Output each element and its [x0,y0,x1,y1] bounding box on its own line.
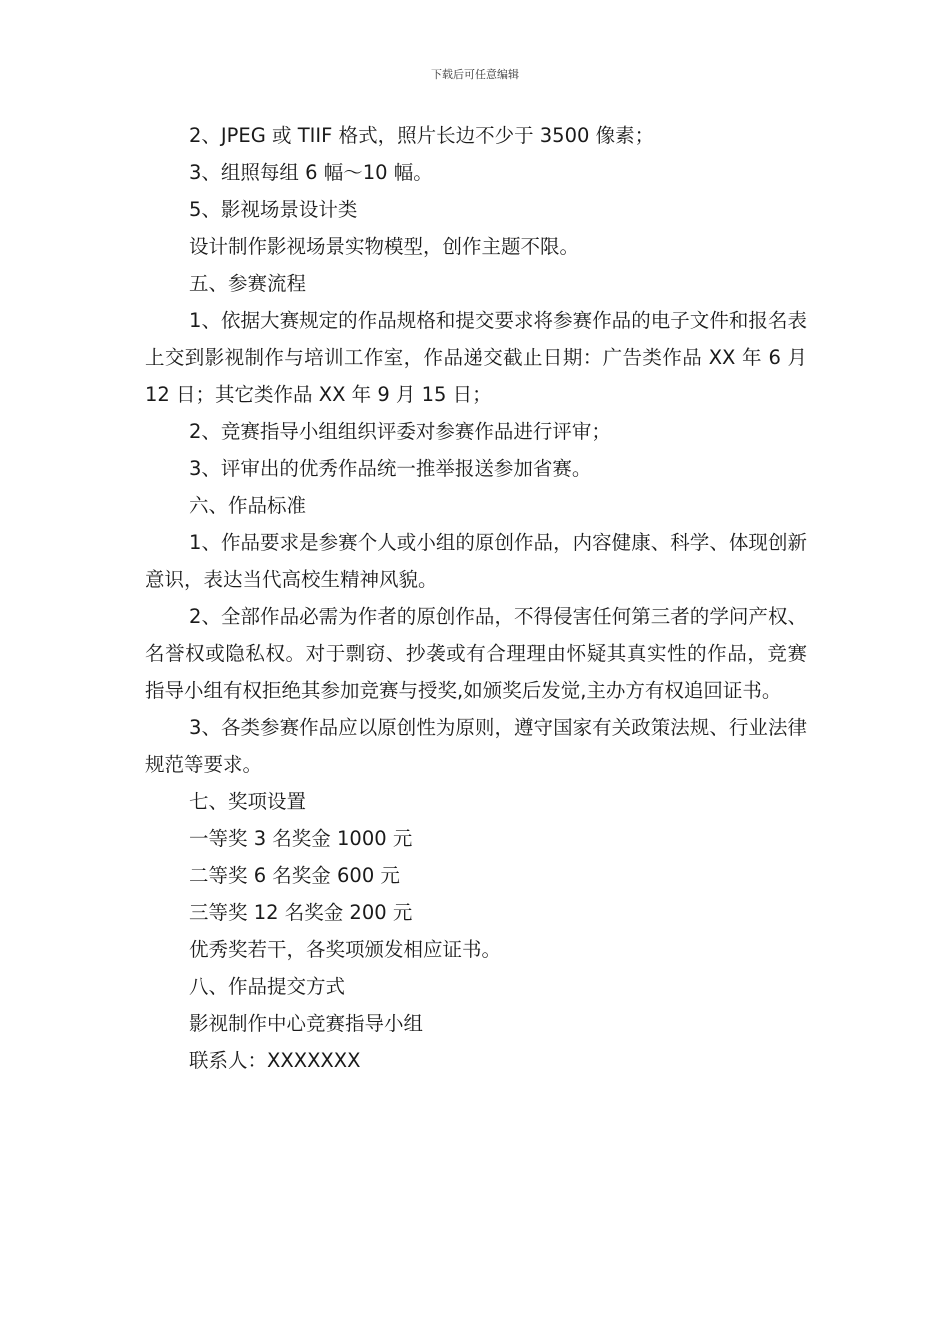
paragraph-submission-group: 影视制作中心竞赛指导小组 [189,1012,424,1035]
paragraph-standard-2: 2、全部作品必需为作者的原创作品，不得侵害任何第三者的学问产权、名誉权或隐私权。对于剽窃、抄袭或有合理理由怀疑其真实性的作品，竞赛指导小组有权拒绝其参加竞赛与授奖,如颁奖后发觉,主办方有权追回证书。 [145,605,807,702]
paragraph-contact: 联系人：XXXXXXX [189,1049,361,1072]
paragraph-format-requirement: 2、JPEG 或 TIIF 格式，照片长边不少于 3500 像素； [189,124,655,147]
paragraph-scene-design-desc: 设计制作影视场景实物模型，创作主题不限。 [189,235,580,258]
paragraph-award-third: 三等奖 12 名奖金 200 元 [189,901,413,924]
paragraph-award-excellence: 优秀奖若干，各奖项颁发相应证书。 [189,938,502,961]
page-header: 下载后可任意编辑 [431,68,519,81]
paragraph-process-1: 1、依据大赛规定的作品规格和提交要求将参赛作品的电子文件和报名表上交到影视制作与培训工作室，作品递交截止日期：广告类作品 XX 年 6 月 12 日；其它类作品 XX 年 9 月 15 日； [145,309,807,406]
paragraph-process-3: 3、评审出的优秀作品统一推举报送参加省赛。 [189,457,592,480]
section-heading-standards: 六、作品标准 [189,494,307,517]
section-heading-submission: 八、作品提交方式 [189,975,346,998]
paragraph-process-2: 2、竞赛指导小组组织评委对参赛作品进行评审； [189,420,611,443]
document-body [145,117,807,1079]
paragraph-standard-3: 3、各类参赛作品应以原创性为原则，遵守国家有关政策法规、行业法律规范等要求。 [145,716,807,776]
paragraph-standard-1: 1、作品要求是参赛个人或小组的原创作品，内容健康、科学、体现创新意识，表达当代高校生精神风貌。 [145,531,807,591]
section-heading-awards: 七、奖项设置 [189,790,307,813]
paragraph-award-second: 二等奖 6 名奖金 600 元 [189,864,400,887]
paragraph-award-first: 一等奖 3 名奖金 1000 元 [189,827,413,850]
paragraph-scene-design-category: 5、影视场景设计类 [189,198,358,221]
paragraph-photo-set: 3、组照每组 6 幅～10 幅。 [189,161,433,184]
section-heading-process: 五、参赛流程 [189,272,307,295]
